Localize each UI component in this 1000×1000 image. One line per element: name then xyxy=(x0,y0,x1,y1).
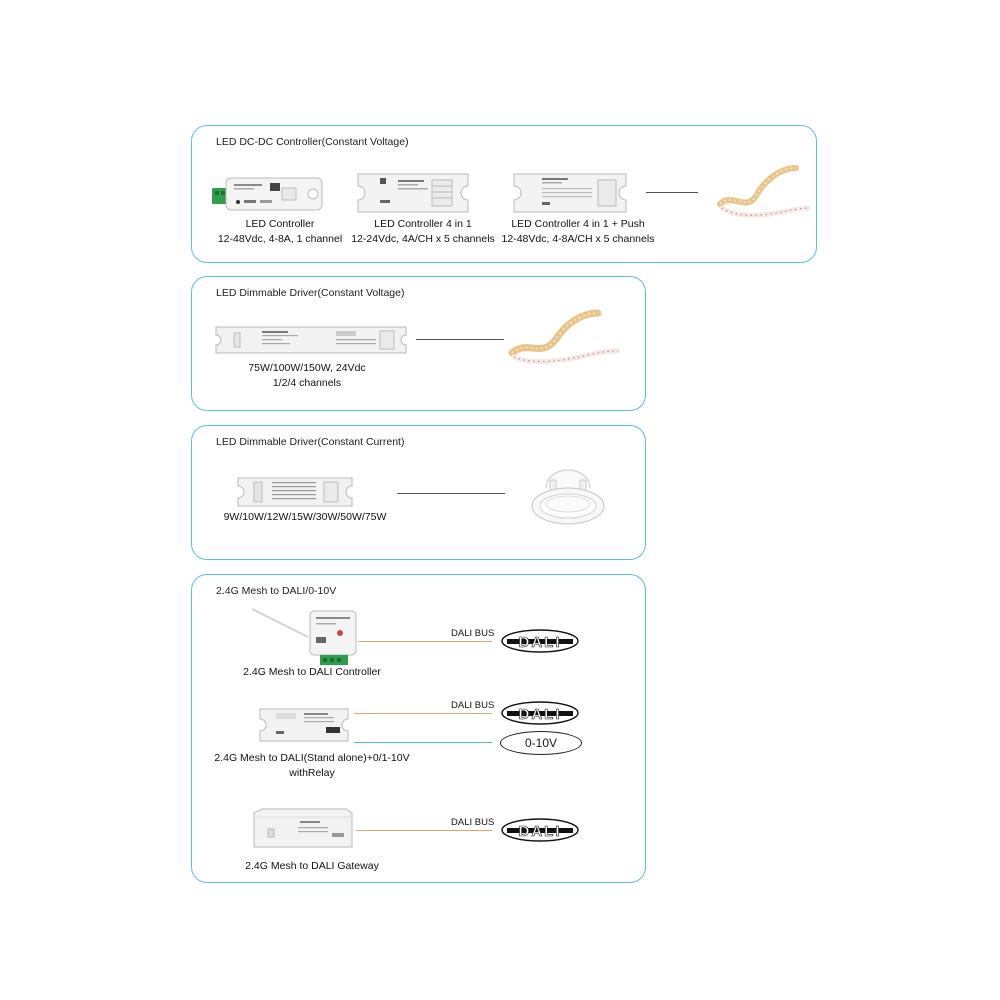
panel-mesh-dali xyxy=(191,574,646,883)
panel-cv-controller xyxy=(191,125,817,263)
dali-logo-text: DALI xyxy=(518,706,562,723)
led-controller-4in1-image xyxy=(350,172,476,214)
connector-line xyxy=(416,339,504,340)
connector-line xyxy=(397,493,505,494)
led-strip-image xyxy=(712,162,812,222)
item-name: LED Controller 4 in 1 + Push xyxy=(511,218,645,230)
item-name: 2.4G Mesh to DALI Controller xyxy=(243,666,381,678)
panel-title: 2.4G Mesh to DALI/0-10V xyxy=(216,585,337,597)
led-controller-caption xyxy=(212,217,348,247)
dali-logo-text: DALI xyxy=(518,634,562,651)
analog-output-oval: 0-10V xyxy=(500,731,582,755)
downlight-image xyxy=(528,466,608,528)
mesh-dali-gateway-caption xyxy=(222,859,402,874)
dali-bus-line xyxy=(354,713,492,714)
connector-line xyxy=(646,192,698,193)
item-name: LED Controller 4 in 1 xyxy=(374,218,472,230)
item-name-line-1: 2.4G Mesh to DALI(Stand alone)+0/1-10V xyxy=(214,752,410,764)
cv-driver-image xyxy=(210,323,412,357)
panel-cc-driver xyxy=(191,425,646,560)
item-name-line-2: withRelay xyxy=(289,767,335,779)
mesh-dali-gateway-image xyxy=(248,807,356,851)
led-controller-4in1-push-image xyxy=(506,172,634,214)
spec-line-2: 1/2/4 channels xyxy=(272,377,342,389)
dali-bus-label: DALI BUS xyxy=(451,628,495,639)
led-controller-image xyxy=(212,176,324,212)
dali-bus-label: DALI BUS xyxy=(451,700,495,711)
cc-driver-caption xyxy=(222,510,388,525)
dali-bus-label: DALI BUS xyxy=(451,817,495,828)
mesh-dali-controller-image xyxy=(250,603,360,669)
cc-driver-image xyxy=(232,474,358,510)
dali-logo-text: DALI xyxy=(518,823,562,840)
analog-output-line xyxy=(354,742,492,743)
panel-cv-driver xyxy=(191,276,646,411)
led-controller-4in1-push-caption xyxy=(498,217,658,247)
spec-line-1: 75W/100W/150W, 24Vdc xyxy=(248,362,366,374)
panel-title: LED Dimmable Driver(Constant Current) xyxy=(216,436,405,448)
mesh-dali-standalone-image xyxy=(254,705,354,745)
panel-title: LED Dimmable Driver(Constant Voltage) xyxy=(216,287,405,299)
item-spec: 12-24Vdc, 4A/CH x 5 channels xyxy=(351,233,495,245)
dali-logo xyxy=(501,818,579,842)
mesh-dali-controller-caption xyxy=(222,665,402,680)
cv-driver-caption xyxy=(222,361,392,391)
item-name: 2.4G Mesh to DALI Gateway xyxy=(245,860,379,872)
led-controller-4in1-caption xyxy=(348,217,498,247)
panel-title: LED DC-DC Controller(Constant Voltage) xyxy=(216,136,409,148)
dali-logo xyxy=(501,629,579,653)
spec: 9W/10W/12W/15W/30W/50W/75W xyxy=(223,511,387,523)
mesh-dali-standalone-caption xyxy=(202,751,422,781)
dali-bus-line xyxy=(358,641,492,642)
led-strip-image xyxy=(504,305,624,365)
item-name: LED Controller xyxy=(245,218,315,230)
dali-bus-line xyxy=(356,830,492,831)
item-spec: 12-48Vdc, 4-8A/CH x 5 channels xyxy=(501,233,655,245)
item-spec: 12-48Vdc, 4-8A, 1 channel xyxy=(217,233,343,245)
dali-logo xyxy=(501,701,579,725)
